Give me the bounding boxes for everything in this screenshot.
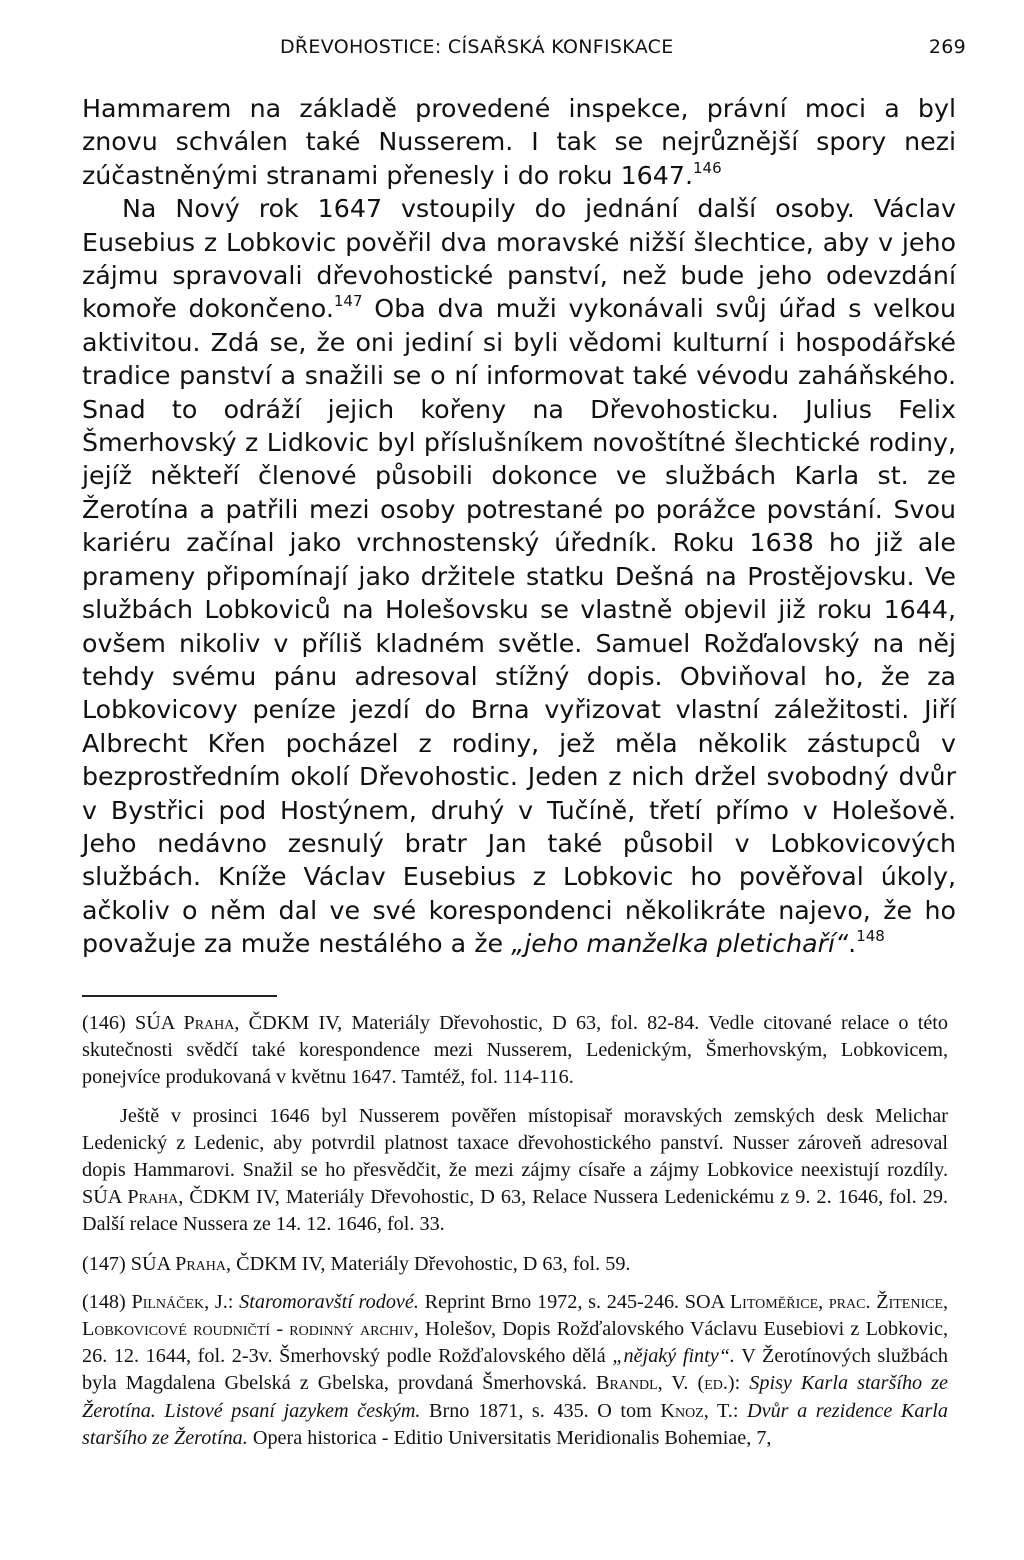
footnote-148-title-1: Staromoravští rodové.	[239, 1290, 419, 1313]
running-title: DŘEVOHOSTICE: CÍSAŘSKÁ KONFISKACE	[280, 36, 674, 58]
paragraph-2-quote: „jeho manželka pletichaří“	[511, 929, 849, 959]
footnote-148-author-3: Knoz, T.:	[660, 1399, 739, 1422]
footnote-146-archive: SÚA Praha,	[134, 1012, 240, 1034]
paragraph-2-text-b: Oba dva muži vykonávali svůj úřad s velkou aktivitou. Zdá se, že oni jediní si byli vědomi kulturní i hospodářské tradice panství a snažili se o ní informovat také vévodu zaháňského. Snad to odráží jejich kořeny na Dřevohosticku. Julius Felix Šmerhovský z Lidkovic byl příslušníkem novoštítné šlechtické rodiny, jejíž někteří členové působili dokonce ve službách Karla st. ze Žerotína a patřili mezi osoby potrestané po porážce povstání. Svou kariéru začínal jako vrchnostenský úředník. Roku 1638 ho již ale prameny připomínají jako držitele statku Dešná na Prostějovsku. Ve službách Lobkoviců na Holešovsku se vlastně objevil již roku 1644, ovšem nikoliv v příliš kladném světle. Samuel Rožďalovský na něj tehdy svému pánu adresoval stížný dopis. Obviňoval ho, že za Lobkovicovy peníze jezdí do Brna vyřizovat vlastní záležitosti. Jiří Albrecht Křen pocházel z rodiny, jež měla několik zástupců v bezprostředním okolí Dřevohostic. Jeden z nich držel svobodný dvůr v Bystřici pod Hostýnem, druhý v Tučíně, třetí přímo v Holešově. Jeho nedávno zesnulý bratr Jan také působil v Lobkovicových službách. Kníže Václav Eusebius z Lobkovic ho pověřoval úkoly, ačkoliv o něm dal ve své korespondenci několikráte najevo, že ho považuje za muže nestálého a že	[82, 294, 956, 959]
note-ref-147: 147	[333, 292, 363, 311]
footnote-147-text-a: SÚA	[130, 1252, 171, 1275]
footnote-148-text-d: Brno 1871, s. 435. O tom	[420, 1399, 652, 1422]
footnote-147	[82, 1251, 948, 1278]
paragraph-1-text: Hammarem na základě provedené inspekce, právní moci a byl znovu schválen také Nusserem. I tak se nejrůznější spory nezi zúčastněnými stranami přenesly i do roku 1647.	[82, 94, 956, 190]
footnote-147-number: (147)	[82, 1252, 126, 1275]
paragraph-2-text-a: Na Nový rok 1647 vstoupily do jednání další osoby. Václav Eusebius z Lobkovic pověřil dva moravské nižší šlechtice, aby v jeho zájmu spravovali dřevohostické panství, než bude jeho odevzdání komoře dokončeno.	[82, 194, 956, 324]
footnote-148-title-3: Dvůr a rezidence Karla staršího ze Žerotína.	[82, 1399, 948, 1449]
footnotes	[82, 1010, 948, 1463]
footnote-146-continued	[82, 1103, 948, 1239]
footnote-146	[82, 1010, 948, 1092]
footnote-148-quote: „nějaký finty“.	[612, 1345, 735, 1368]
footnote-separator	[82, 995, 277, 997]
paragraph-2-end: .	[848, 929, 857, 959]
footnote-146-cont-text-a: Ještě v prosinci 1646 byl Nusserem pověřen místopisař moravských zemských desk Melichar Ledenický z Ledenic, aby potvrdil platnost taxace dřevohostického panství. Nusser zároveň adresoval dopis Hammarovi. Snažil se ho přesvědčit, že mezi zájmy císaře a zájmy Lobkovice neexistují rozdíly. SÚA	[82, 1104, 948, 1209]
page-number: 269	[928, 36, 966, 58]
footnote-148-text-c: V Žerotínových službách byla Magdalena Gbelská z Gbelska, provdaná Šmerhovská.	[82, 1345, 949, 1395]
main-text	[82, 92, 956, 961]
note-ref-146: 146	[693, 158, 722, 177]
footnote-147-archive: Praha,	[175, 1252, 232, 1275]
footnote-148-title-2: Spisy Karla staršího ze Žerotína. Listové psaní jazykem českým.	[82, 1372, 949, 1422]
note-ref-148: 148	[856, 927, 885, 946]
footnote-146-cont-archive: Praha,	[127, 1186, 184, 1209]
footnote-148-text-a: Reprint Brno 1972, s. 245-246. SOA	[418, 1290, 725, 1313]
footnote-148	[82, 1289, 948, 1452]
paragraph-2	[82, 192, 956, 960]
footnote-146-cont-text-b: ČDKM IV, Materiály Dřevohostic, D 63, Relace Nussera Ledenickému z 9. 2. 1646, fol. 29. Další relace Nussera ze 14. 12. 1646, fol. 33.	[82, 1186, 949, 1236]
footnote-147-text-b: ČDKM IV, Materiály Dřevohostic, D 63, fol. 59.	[231, 1252, 631, 1275]
running-header	[82, 36, 966, 66]
paragraph-1	[82, 92, 956, 192]
footnote-148-text-e: Opera historica - Editio Universitatis Meridionalis Bohemiae, 7,	[247, 1426, 772, 1449]
footnote-146-number: (146)	[82, 1012, 126, 1034]
footnote-146-text: ČDKM IV, Materiály Dřevohostic, D 63, fol. 82-84. Vedle citované relace o této skutečnosti svědčí také korespondence mezi Nusserem, Ledenickým, Šmerhovským, Lobkovicem, ponejvíce produkovaná v květnu 1647. Tamtéž, fol. 114-116.	[82, 1012, 949, 1089]
footnote-148-number: (148)	[82, 1290, 126, 1313]
footnote-148-text-b: Holešov, Dopis Rožďalovského Václavu Eusebiovi z Lobkovic, 26. 12. 1644, fol. 2-3v. Šmerhovský podle Rožďalovského dělá	[82, 1318, 948, 1368]
footnote-148-author-2: Brandl, V. (ed.):	[596, 1372, 741, 1395]
footnote-148-archive: Litoměřice, prac. Žitenice, Lobkovicové roudničtí - rodinný archiv,	[82, 1290, 949, 1341]
footnote-148-author-1: Pilnáček, J.:	[131, 1290, 234, 1313]
